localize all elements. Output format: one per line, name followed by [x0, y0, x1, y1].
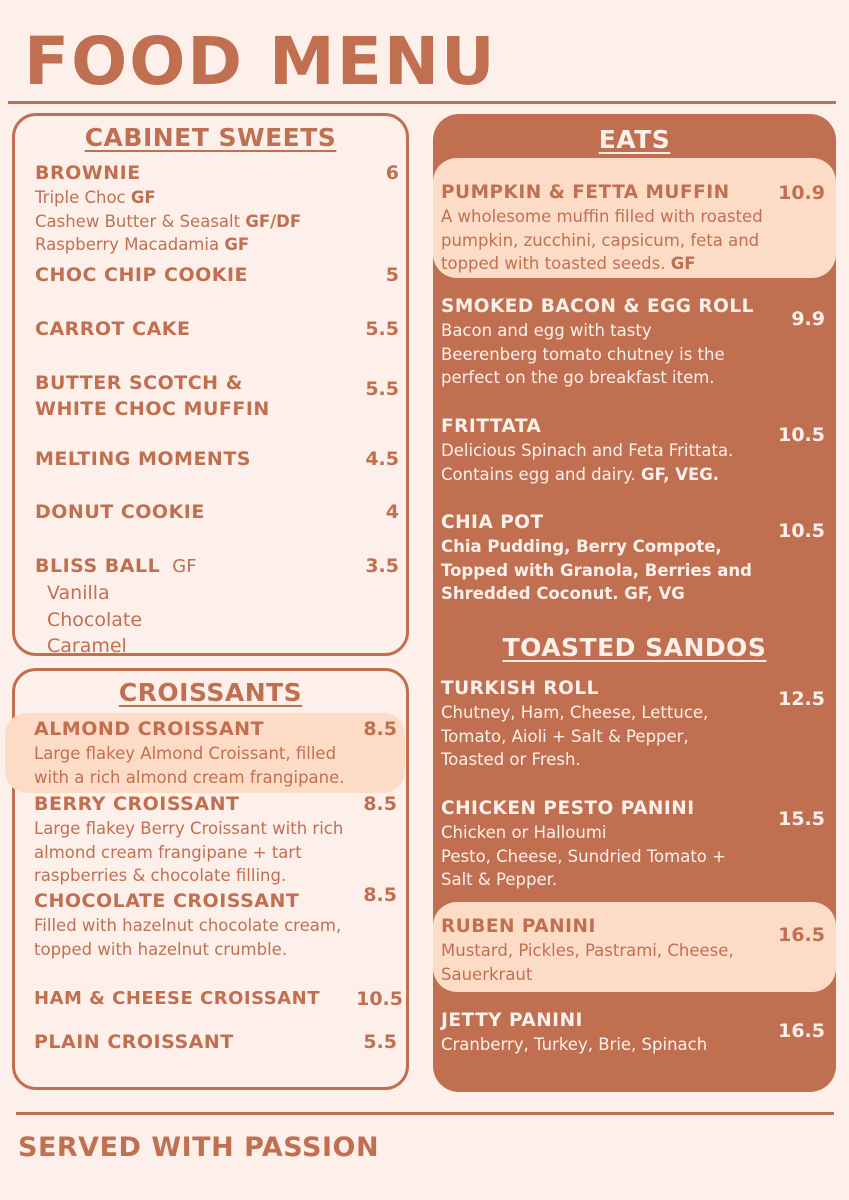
item-name: HAM & CHEESE CROISSANT	[34, 988, 320, 1009]
item-price: 16.5	[778, 1020, 825, 1042]
cabinet-sweets-section	[12, 113, 409, 656]
menu-item-bliss-ball	[35, 553, 405, 660]
item-desc: Chia Pudding, Berry Compote,	[441, 537, 722, 556]
gf-tag: GF	[172, 556, 197, 577]
top-divider	[8, 101, 836, 104]
item-price: 4.5	[365, 448, 399, 470]
menu-item-jetty-panini	[441, 1008, 831, 1057]
eats-heading: EATS	[598, 125, 671, 154]
item-desc: Shredded Coconut. GF, VG	[441, 584, 685, 603]
item-price: 15.5	[778, 808, 825, 830]
item-price: 8.5	[363, 718, 397, 740]
item-desc: Delicious Spinach and Feta Frittata.	[441, 441, 734, 460]
menu-item-smoked-bacon-egg-roll	[441, 294, 831, 390]
menu-item-turkish-roll	[441, 676, 831, 772]
bliss-ball-variant: Caramel	[47, 635, 127, 657]
menu-item-chia-pot	[441, 510, 831, 606]
item-desc: Salt & Pepper.	[441, 870, 558, 889]
item-name: SMOKED BACON & EGG ROLL	[441, 296, 754, 317]
page-title: FOOD MENU	[24, 23, 497, 100]
eats-panel	[433, 114, 836, 1092]
menu-item-pumpkin-fetta-muffin	[441, 180, 831, 276]
item-desc: A wholesome muffin filled with roasted	[441, 207, 763, 226]
brownie-variant: Triple Choc GF	[35, 188, 156, 207]
item-desc: almond cream frangipane + tart	[34, 842, 302, 862]
item-desc: Contains egg and dairy. GF, VEG.	[441, 464, 720, 484]
bottom-divider	[16, 1112, 834, 1115]
item-price: 8.5	[363, 884, 397, 906]
item-name: BROWNIE	[35, 162, 141, 184]
item-price: 16.5	[778, 924, 825, 946]
item-name-line-2: WHITE CHOC MUFFIN	[35, 398, 270, 420]
item-desc: raspberries & chocolate filling.	[34, 866, 287, 885]
cabinet-sweets-heading: CABINET SWEETS	[84, 123, 337, 152]
item-name: PUMPKIN & FETTA MUFFIN	[441, 182, 730, 203]
item-name: PLAIN CROISSANT	[34, 1031, 234, 1053]
item-desc: Large flakey Almond Croissant, filled	[34, 744, 337, 763]
item-desc: Mustard, Pickles, Pastrami, Cheese,	[441, 941, 734, 960]
item-price: 3.5	[365, 555, 399, 577]
item-name: BLISS BALL GF	[35, 555, 197, 577]
item-price: 10.5	[356, 988, 403, 1010]
menu-item-frittata	[441, 414, 831, 486]
item-price: 10.5	[778, 424, 825, 446]
item-name: TURKISH ROLL	[441, 678, 599, 699]
item-desc: Large flakey Berry Croissant with rich	[34, 819, 344, 838]
item-desc: Cranberry, Turkey, Brie, Spinach	[441, 1035, 708, 1054]
item-name: BUTTER SCOTCH &	[35, 372, 243, 394]
item-price: 6	[385, 162, 399, 184]
item-price: 5.5	[363, 1031, 397, 1053]
menu-item-almond-croissant	[34, 716, 403, 789]
menu-item-chicken-pesto-panini	[441, 796, 831, 892]
item-price: 5	[385, 264, 399, 286]
item-desc: Sauerkraut	[441, 964, 533, 984]
menu-item-choc-chip-cookie	[35, 262, 405, 288]
item-desc: Pesto, Cheese, Sundried Tomato +	[441, 846, 726, 866]
menu-item-carrot-cake	[35, 316, 405, 342]
item-desc: perfect on the go breakfast item.	[441, 368, 715, 387]
item-name: BERRY CROISSANT	[34, 793, 240, 815]
item-desc: with a rich almond cream frangipane.	[34, 767, 345, 787]
menu-item-plain-croissant	[34, 1029, 403, 1055]
item-price: 5.5	[365, 318, 399, 340]
item-desc: Toasted or Fresh.	[441, 750, 581, 769]
item-desc: pumpkin, zucchini, capsicum, feta and	[441, 230, 760, 250]
item-name: ALMOND CROISSANT	[34, 718, 265, 740]
item-price: 5.5	[365, 378, 399, 400]
item-desc: Topped with Granola, Berries and	[441, 560, 752, 580]
menu-item-ruben-panini	[441, 914, 831, 986]
item-name: DONUT COOKIE	[35, 501, 205, 523]
item-name: RUBEN PANINI	[441, 916, 596, 937]
item-desc: Tomato, Aioli + Salt & Pepper,	[441, 726, 689, 746]
item-name: CARROT CAKE	[35, 318, 191, 340]
item-name: CHOCOLATE CROISSANT	[34, 890, 300, 912]
item-price: 9.9	[791, 308, 825, 330]
menu-item-brownie	[35, 160, 405, 257]
menu-item-ham-cheese-croissant	[34, 986, 403, 1012]
toasted-sandos-heading: TOASTED SANDOS	[502, 633, 767, 662]
menu-item-berry-croissant	[34, 791, 403, 888]
brownie-variant: Cashew Butter & Seasalt GF/DF	[35, 211, 302, 231]
brownie-variant: Raspberry Macadamia GF	[35, 235, 250, 254]
item-desc: Filled with hazelnut chocolate cream,	[34, 916, 342, 935]
menu-item-chocolate-croissant	[34, 884, 403, 961]
item-name: FRITTATA	[441, 416, 542, 437]
item-price: 12.5	[778, 688, 825, 710]
footer-tagline: SERVED WITH PASSION	[18, 1132, 380, 1163]
item-name: CHIA POT	[441, 512, 544, 533]
item-name: MELTING MOMENTS	[35, 448, 251, 470]
item-price: 4	[385, 501, 399, 523]
item-desc: topped with toasted seeds. GF	[441, 254, 696, 273]
menu-item-butter-scotch-muffin	[35, 370, 405, 422]
menu-item-donut-cookie	[35, 499, 405, 525]
item-name: CHICKEN PESTO PANINI	[441, 798, 695, 819]
item-price: 8.5	[363, 793, 397, 815]
item-price: 10.5	[778, 520, 825, 542]
item-name: CHOC CHIP COOKIE	[35, 264, 249, 286]
bliss-ball-variant: Vanilla	[47, 582, 110, 604]
croissants-heading: CROISSANTS	[118, 678, 303, 707]
item-desc: Bacon and egg with tasty	[441, 321, 652, 340]
item-desc: Chicken or Halloumi	[441, 823, 607, 842]
menu-item-melting-moments	[35, 446, 405, 472]
bliss-ball-variant: Chocolate	[47, 608, 143, 631]
item-desc: topped with hazelnut crumble.	[34, 939, 288, 959]
item-desc: Chutney, Ham, Cheese, Lettuce,	[441, 703, 709, 722]
item-desc: Beerenberg tomato chutney is the	[441, 344, 725, 364]
item-name: JETTY PANINI	[441, 1010, 583, 1031]
item-price: 10.9	[778, 182, 825, 204]
